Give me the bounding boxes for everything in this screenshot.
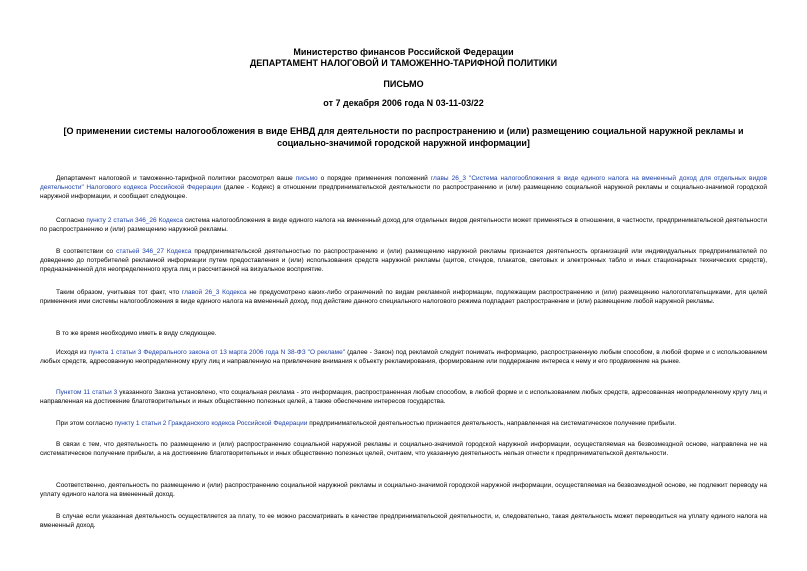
paragraph-10 <box>40 481 767 499</box>
ministry-name: Министерство финансов Российской Федерации <box>293 47 514 57</box>
paragraph-text: Исходя из <box>56 348 89 356</box>
paragraph-text: не предусмотрено каких-либо ограничений по видам рекламной информации, подлежащим распространению и (или) размещению налогоплательщиками, для целей применения ими системы налогообложения в виде единого налога на вмененный доход, под действие данного специального налогового режима подпадает распространение и (или) размещение любой наружной рекламы. <box>40 288 767 305</box>
paragraph-8 <box>40 419 767 428</box>
paragraph-7 <box>40 388 767 406</box>
document-date-number: от 7 декабря 2006 года N 03-11-03/22 <box>323 98 484 108</box>
article-link[interactable]: Пунктом 11 статьи 3 <box>56 388 118 396</box>
document-type: ПИСЬМО <box>383 79 424 89</box>
document-subject: [О применении системы налогообложения в виде ЕНВД для деятельности по распространению и (или) размещению социальной наружной рекламы и социально-значимой городской наружной информации] <box>63 126 744 148</box>
paragraph-9 <box>40 440 767 458</box>
article-link[interactable]: пункту 2 статьи 346_26 Кодекса <box>86 216 184 224</box>
paragraph-6 <box>40 348 767 366</box>
paragraph-text: В связи с тем, что деятельность по размещению и (или) распространению социальной наружной рекламы и социально-значимой городской наружной информации, осуществляемая на безвозмездной основе, направлена не на систематическое получение прибыли, а на достижение благотворительных и иных общественно полезных целей, считаем, что указанную деятельность нельзя отнести к предпринимательской деятельности. <box>40 440 767 457</box>
paragraph-2 <box>40 216 767 234</box>
letter-link[interactable]: письмо <box>295 174 318 182</box>
paragraph-3 <box>40 247 767 275</box>
paragraph-text: (далее - Закон) под рекламой следует понимать информацию, распространенную любым способом, в любой форме и с использованием любых средств, адресованную неопределенному кругу лиц и направленную на привлечение внимания к объекту рекламирования, формирование или поддержание интереса к нему и его продвижение на рынке. <box>40 348 767 365</box>
chapter-link[interactable]: главой 26_3 Кодекса <box>181 288 247 296</box>
paragraph-text: указанного Закона установлено, что социальная реклама - это информация, распространенная любым способом, в любой форме и с использованием любых средств, адресованная неопределенному кругу лиц и направленная на достижение благотворительных и иных общественно полезных целей, а также обеспечение интересов государства. <box>40 388 767 405</box>
paragraph-text: Согласно <box>56 216 87 224</box>
paragraph-5 <box>40 329 767 338</box>
paragraph-4 <box>40 288 767 306</box>
paragraph-text: Департамент налоговой и таможенно-тарифной политики рассмотрел ваше <box>56 174 296 182</box>
paragraph-text: Соответственно, деятельность по размещению и (или) распространению социальной наружной рекламы и социально-значимой городской наружной информации, осуществляемая на безвозмездной основе, не подлежит переводу на уплату единого налога на вмененный доход. <box>40 481 767 498</box>
paragraph-text: В соответствии со <box>56 247 117 255</box>
paragraph-text: Таким образом, учитывая тот факт, что <box>56 288 182 296</box>
federal-law-link[interactable]: пункта 1 статьи 3 Федерального закона от 13 марта 2006 года N 38-ФЗ "О рекламе" <box>88 348 346 356</box>
paragraph-text: (далее - Кодекс) в отношении предпринимательской деятельности по распространению и (или) размещению социальной наружной рекламы и социально-значимой городской наружной информации, и сообщает следующее. <box>40 183 767 200</box>
paragraph-text: В случае если указанная деятельность осуществляется за плату, то ее можно рассматривать в качестве предпринимательской деятельности, и, следовательно, такая деятельность может переводиться на уплату единого налога на вмененный доход. <box>40 512 767 529</box>
tax-code-chapter-link[interactable]: главы 26_3 "Система налогообложения в виде единого налога на вмененный доход для отдельных видов деятельности" Налогового кодекса Российской Федерации <box>40 174 767 191</box>
department-name: ДЕПАРТАМЕНТ НАЛОГОВОЙ И ТАМОЖЕННО-ТАРИФНОЙ ПОЛИТИКИ <box>249 58 558 68</box>
article-link[interactable]: статьей 346_27 Кодекса <box>116 247 192 255</box>
civil-code-link[interactable]: пункту 1 статьи 2 Гражданского кодекса Российской Федерации <box>114 419 308 427</box>
paragraph-text: предпринимательской деятельностью признается деятельность, направленная на систематическое получение прибыли. <box>307 419 677 427</box>
paragraph-text: о порядке применения положений <box>317 174 431 182</box>
paragraph-text: При этом согласно <box>56 419 115 427</box>
paragraph-text: В то же время необходимо иметь в виду следующее. <box>56 329 217 337</box>
paragraph-text: предпринимательской деятельностью по распространению и (или) размещению наружной рекламы признается деятельность организаций или индивидуальных предпринимателей по доведению до потребителей рекламной информации путем предоставления и (или) использования средств наружной рекламы (щитов, стендов, плакатов, световых и электронных табло и иных стационарных технических средств), предназначенной для неопределенного круга лиц и рассчитанной на визуальное восприятие. <box>40 247 767 273</box>
paragraph-11 <box>40 512 767 530</box>
paragraph-1 <box>40 174 767 202</box>
paragraph-text: система налогообложения в виде единого налога на вмененный доход для отдельных видов деятельности может применяться в отношении, в частности, предпринимательской деятельности по распространению и (или) размещению наружной рекламы. <box>40 216 767 233</box>
